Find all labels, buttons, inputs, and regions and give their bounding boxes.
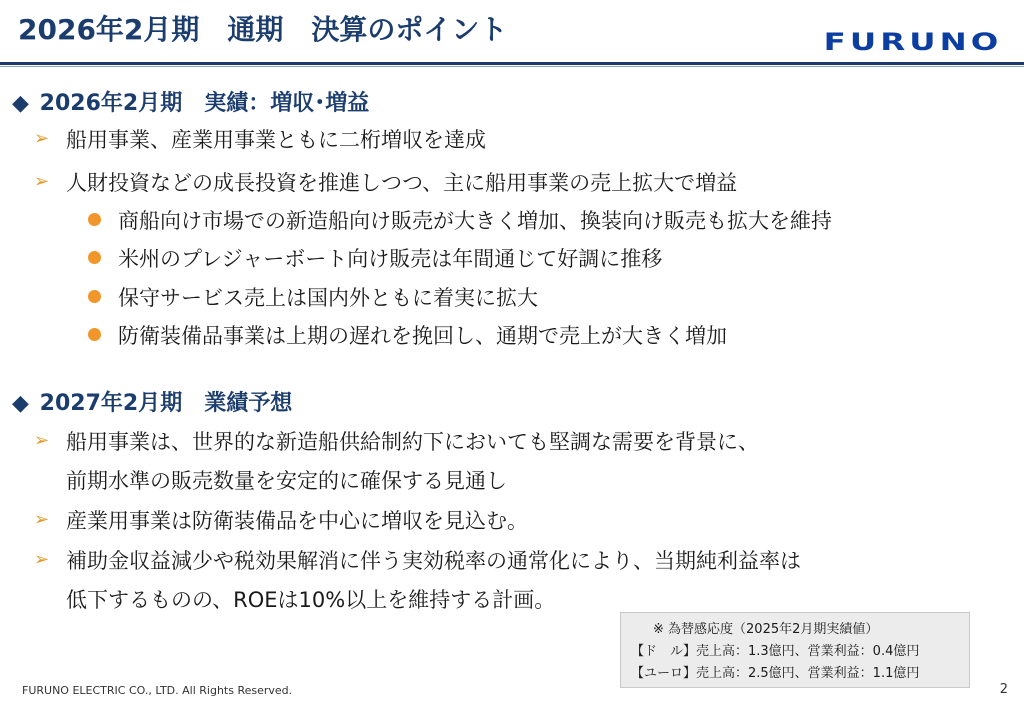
bullet-item: 船用事業は、世界的な新造船供給制約下においても堅調な需要を背景に、 [66,430,759,454]
arrow-bullet-icon: ➢ [34,430,50,451]
bullet-item: 人財投資などの成長投資を推進しつつ、主に船用事業の売上拡大で増益 [66,171,738,195]
copyright-footer: FURUNO ELECTRIC CO., LTD. All Rights Reserved. [22,684,293,697]
section-heading-text: 2027年2月期 業績予想 [39,391,293,416]
dot-bullet-icon [88,213,101,226]
sub-bullet-item: 防衛装備品事業は上期の遅れを挽回し、通期で売上が大きく増加 [118,324,727,348]
fx-sensitivity-title: ※ 為替感応度（2025年2月期実績値） [653,622,879,637]
bullet-item-continuation: 前期水準の販売数量を安定的に確保する見通し [66,469,507,493]
dot-bullet-icon [88,251,101,264]
sub-bullet-item: 保守サービス売上は国内外ともに着実に拡大 [118,286,538,310]
fx-sensitivity-euro: 【ユーロ】売上高：2.5億円、営業利益：1.1億円 [631,666,920,681]
arrow-bullet-icon: ➢ [34,128,50,149]
slide-header [0,0,1024,64]
section-heading-text: 2026年2月期 実績：増収･増益 [39,91,370,116]
bullet-item: 産業用事業は防衛装備品を中心に増収を見込む。 [66,509,528,533]
section-heading-2026 [12,86,369,117]
page-number: 2 [999,682,1008,697]
sub-bullet-item: 商船向け市場での新造船向け販売が大きく増加、換装向け販売も拡大を維持 [118,209,832,233]
bullet-item: 補助金収益減少や税効果解消に伴う実効税率の通常化により、当期純利益率は [66,549,801,573]
bullet-item-continuation: 低下するものの、ROEは10%以上を維持する計画。 [66,588,556,612]
section-heading-2027 [12,386,292,417]
sub-bullet-item: 米州のプレジャーボート向け販売は年間通じて好調に推移 [118,247,663,271]
slide-title: 2026年2月期 通期 決算のポイント [18,13,508,46]
header-divider [0,62,1024,65]
dot-bullet-icon [88,290,101,303]
diamond-icon: ◆ [12,391,29,416]
furuno-logo: FURUNO [823,28,1002,56]
diamond-icon: ◆ [12,91,29,116]
fx-sensitivity-dollar: 【ド ル】売上高：1.3億円、営業利益：0.4億円 [631,644,920,659]
arrow-bullet-icon: ➢ [34,549,50,570]
header-divider-thin [0,66,1024,67]
arrow-bullet-icon: ➢ [34,509,50,530]
arrow-bullet-icon: ➢ [34,171,50,192]
dot-bullet-icon [88,328,101,341]
bullet-item: 船用事業、産業用事業ともに二桁増収を達成 [66,128,486,152]
fx-sensitivity-box [620,612,970,688]
